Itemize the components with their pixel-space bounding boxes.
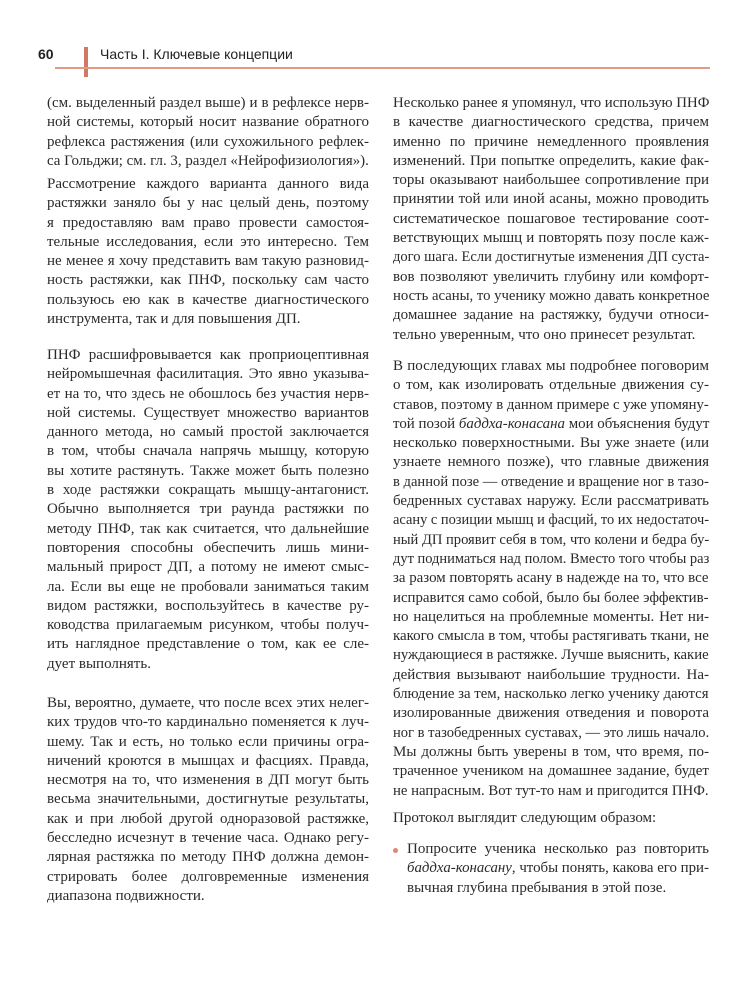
text-segment: видом растяжки, воспользуйтесь в качестве ру- <box>47 597 369 614</box>
paragraph <box>393 357 709 801</box>
text-line <box>47 810 369 829</box>
text-segment: Мы должны быть уверены в том, что время, по- <box>393 743 709 760</box>
italic-term: баддха-конасана <box>458 415 565 432</box>
text-line <box>47 481 369 500</box>
text-segment: са Гольджи; см. гл. 3, раздел «Нейрофизиология»). <box>47 152 369 169</box>
text-segment: инструмента, так и для повышения ДП. <box>47 311 301 328</box>
text-segment: , чтобы понять, какова его при- <box>511 860 709 877</box>
text-line <box>47 616 369 635</box>
text-line <box>393 248 710 267</box>
text-segment: вов позволяют увеличить глубину или комфорт- <box>393 268 709 285</box>
text-segment: ставов, поэтому в данном примере с уже упомяну- <box>393 396 709 413</box>
paragraph <box>393 809 709 828</box>
text-segment: асану с позиции мышц и фасций, то их недостаточ- <box>393 512 710 529</box>
text-segment: повторения способны обеспечить лишь мини- <box>47 539 369 556</box>
text-line <box>393 171 709 190</box>
text-line <box>393 113 709 132</box>
italic-term: баддха-конасану <box>407 860 512 877</box>
text-line <box>47 694 369 713</box>
text-line <box>393 210 709 229</box>
text-line <box>393 531 710 550</box>
text-segment: блюдение за тем, насколько легко ученику даются <box>393 686 709 703</box>
page-number: 60 <box>38 46 54 62</box>
text-segment: о том, как изолировать отдельные движения су- <box>393 377 709 394</box>
text-segment: ной системы. Существует множество вариантов <box>47 404 369 421</box>
text-segment: ничений кроются в мышцах и фасциях. Правда, <box>47 752 369 769</box>
text-segment: ла. Если вы еще не пробовали заниматься таким <box>47 578 369 595</box>
text-segment: Рассмотрение каждого варианта данного вида <box>47 176 369 192</box>
text-line <box>47 539 369 558</box>
text-segment: в том, чтобы сначала напрячь мышцу, которую <box>47 443 369 460</box>
text-segment: принятии той или иной асаны, можно проводить <box>393 191 709 208</box>
text-segment: ног в тазобедренных суставах, — это лишь начало. <box>393 724 710 741</box>
text-line <box>47 194 369 213</box>
text-segment: изолированные движения отведения и поворота <box>393 705 709 722</box>
text-line <box>47 520 369 539</box>
text-line <box>47 152 367 171</box>
text-line <box>393 646 709 665</box>
text-line <box>47 829 369 848</box>
text-line <box>393 627 708 646</box>
text-segment: мои объяснения будут <box>564 415 710 432</box>
text-line <box>393 190 709 209</box>
text-line <box>393 724 710 743</box>
text-line <box>47 271 369 290</box>
text-segment: ветствующих мышц и повторять позу после каж- <box>393 230 709 247</box>
text-line <box>47 175 369 194</box>
text-line <box>47 578 369 597</box>
text-segment: (см. выделенный раздел выше) и в рефлексе нерв- <box>47 95 369 111</box>
text-line <box>393 492 709 511</box>
paragraph <box>393 94 709 345</box>
text-line <box>47 365 369 384</box>
text-segment: весьма значительными, достигнутые результаты, <box>47 791 369 808</box>
text-segment: торы оказывают наибольшее сопротивление при <box>393 172 709 189</box>
text-segment: не напрасным. Вот тут-то нам и пригодится ПНФ. <box>393 782 709 799</box>
text-line <box>47 94 369 113</box>
text-line <box>407 840 709 859</box>
text-line <box>47 635 369 654</box>
bullet-marker <box>393 848 398 853</box>
text-line <box>47 713 369 732</box>
text-segment: систематическое пошаговое тестирование соот- <box>393 210 709 227</box>
text-segment: В последующих главах мы подробнее поговорим <box>393 358 709 374</box>
header-accent-bar <box>84 47 88 77</box>
text-line <box>47 113 369 132</box>
text-line <box>47 887 369 906</box>
text-line <box>393 762 709 781</box>
text-segment: ких трудов что-то кардинально поменяется к луч- <box>47 714 369 731</box>
header-rule <box>55 67 710 69</box>
text-line <box>47 500 369 519</box>
text-line <box>393 666 709 685</box>
text-segment: но нацелиться на проблемные моменты. Нет ни- <box>393 608 709 625</box>
text-segment: узнаете немного позже), что главные движения <box>393 454 709 471</box>
text-segment: ность растяжки, как ПНФ, поскольку сам часто <box>47 272 369 289</box>
text-line <box>393 287 710 306</box>
text-line <box>47 462 369 481</box>
text-line <box>393 326 709 345</box>
text-segment: в данной позе — отведение и вращение ног в тазо- <box>393 473 709 490</box>
text-line <box>47 291 369 310</box>
text-line <box>47 385 369 404</box>
text-line <box>47 346 369 365</box>
text-segment: исправится само собой, было бы более эффектив- <box>393 589 709 606</box>
text-line <box>393 376 709 395</box>
text-line <box>393 589 709 608</box>
text-line <box>393 94 710 113</box>
text-line <box>407 859 709 878</box>
paragraph <box>47 175 369 329</box>
paragraph <box>47 694 369 906</box>
text-segment: стрировать более долговременные изменения <box>47 868 369 885</box>
text-segment: как и при любой другой одноразовой растяжке, <box>47 810 369 827</box>
text-segment: нейромышечная фасилитация. Это явно указыва- <box>47 366 369 383</box>
text-line <box>393 511 710 530</box>
text-segment: диапазона подвижности. <box>47 887 205 904</box>
text-line <box>47 442 369 461</box>
text-segment: бесследно исчезнут в течение часа. Однако регу- <box>47 830 369 847</box>
text-line <box>47 252 369 271</box>
text-segment: ПНФ расшифровывается как проприоцептивная <box>47 347 369 363</box>
text-line <box>47 133 369 152</box>
text-segment: несколько поверхностными. Вы уже знаете (или <box>393 435 709 452</box>
text-segment: данного метода, но самый простой заключается <box>47 424 369 441</box>
text-segment: не менее я хочу представить вам такую разновид- <box>47 253 369 270</box>
text-line <box>393 396 709 415</box>
text-line <box>47 214 369 233</box>
text-line <box>393 473 709 492</box>
text-line <box>393 229 709 248</box>
text-segment: ет на то, что здесь не обошлось без участия нерв- <box>47 385 369 402</box>
text-line <box>393 743 709 762</box>
text-segment: шему. Так и есть, но только если причины огра- <box>47 733 369 750</box>
text-line <box>393 357 709 376</box>
text-segment: вы хотите растянуть. Также может быть полезно <box>47 462 369 479</box>
text-line <box>393 453 709 472</box>
text-line <box>47 233 369 252</box>
text-line <box>393 782 709 801</box>
text-line <box>47 655 369 674</box>
text-segment: дует выполнять. <box>47 655 151 672</box>
text-line <box>393 152 709 171</box>
text-segment: Обычно выполняется три раунда растяжки по <box>47 501 369 518</box>
text-line <box>47 752 369 771</box>
text-segment: рефлекса растяжения (или сухожильного рефлек- <box>47 133 369 150</box>
text-line <box>47 790 369 809</box>
text-segment: ководства прилагаемым рисунком, чтобы получ- <box>47 617 369 634</box>
text-segment: методу ПНФ, так как считается, что дальнейшие <box>47 520 369 537</box>
text-segment: Вы, вероятно, думаете, что после всех этих нелег- <box>47 695 369 711</box>
text-segment: какого смысла в том, чтобы растягивать ткани, не <box>393 628 709 645</box>
text-line <box>47 404 369 423</box>
text-line <box>393 809 709 828</box>
text-line <box>393 268 709 287</box>
text-segment: Протокол выглядит следующим образом: <box>393 810 657 826</box>
text-segment: действия вызывают наибольшие трудности. На- <box>393 666 709 683</box>
text-segment: мальный прирост ДП, а потому не имеют смыс- <box>47 559 369 576</box>
text-segment: несмотря на то, что изменения в ДП могут быть <box>47 772 369 789</box>
text-segment: лярная растяжка по методу ПНФ должна демон- <box>47 849 369 866</box>
text-segment: именно по причине немедленного проявления <box>393 133 709 150</box>
text-line <box>393 550 710 569</box>
text-segment: тельно уверенным, что оно принесет результат. <box>393 326 696 343</box>
text-segment: ить наглядное представление о том, как ее сле- <box>47 636 369 653</box>
text-line <box>407 879 709 898</box>
text-segment: за разом повторять асану в надежде на то, что все <box>393 570 709 587</box>
text-line <box>393 415 710 434</box>
text-segment: ный ДП проявит себя в том, что колени и бедра бу- <box>393 531 710 548</box>
text-segment: домашнее задание на растяжку, будучи относи- <box>393 307 709 324</box>
text-line <box>393 434 709 453</box>
text-line <box>47 848 369 867</box>
text-segment: ность асаны, то ученику можно давать конкретное <box>393 287 710 304</box>
text-line <box>47 423 369 442</box>
text-segment: бедренных суставах наружу. Если рассматривать <box>393 493 709 510</box>
text-segment: ной системы, который носит название обратного <box>47 114 369 131</box>
text-segment: той позой <box>393 415 459 432</box>
text-segment: тельные исследования, если это интересно. Тем <box>47 233 369 250</box>
text-segment: пользуюсь ею как в качестве диагностического <box>47 291 369 308</box>
paragraph <box>47 94 369 171</box>
text-segment: Попросите ученика несколько раз повторить <box>407 841 709 857</box>
running-title: Часть I. Ключевые концепции <box>100 46 293 62</box>
text-segment: изменений. При попытке определить, какие фак- <box>393 152 709 169</box>
text-segment: траченное учеником на домашнее задание, будет <box>393 763 709 780</box>
text-line <box>47 597 369 616</box>
text-segment: растяжки заняло бы у нас целый день, поэтому <box>47 195 369 212</box>
text-segment: дого шага. Если достигнутые изменения ДП суста- <box>393 249 710 266</box>
bullet-item <box>407 840 709 898</box>
text-line <box>393 133 709 152</box>
text-segment: в ходе растяжки сокращать мышцу-антагонист. <box>47 482 369 499</box>
text-segment: я предоставляю вам право провести самостоя- <box>47 214 369 231</box>
text-segment: Несколько ранее я упомянул, что использую ПНФ <box>393 95 710 111</box>
text-segment: нуждающиеся в растяжке. Лучше выяснить, какие <box>393 647 709 664</box>
text-line <box>47 310 369 329</box>
text-line <box>393 608 709 627</box>
text-segment: вычная глубина пребывания в этой позе. <box>407 879 667 896</box>
text-segment: дут подниматься над полом. Вместо того чтобы раз <box>393 550 710 567</box>
paragraph <box>47 346 369 674</box>
text-line <box>47 733 369 752</box>
text-line <box>47 771 369 790</box>
text-line <box>393 685 709 704</box>
text-line <box>393 704 709 723</box>
text-line <box>393 569 707 588</box>
text-segment: в качестве диагностического средства, причем <box>393 114 709 131</box>
text-line <box>393 306 709 325</box>
text-line <box>47 868 369 887</box>
text-line <box>47 558 369 577</box>
